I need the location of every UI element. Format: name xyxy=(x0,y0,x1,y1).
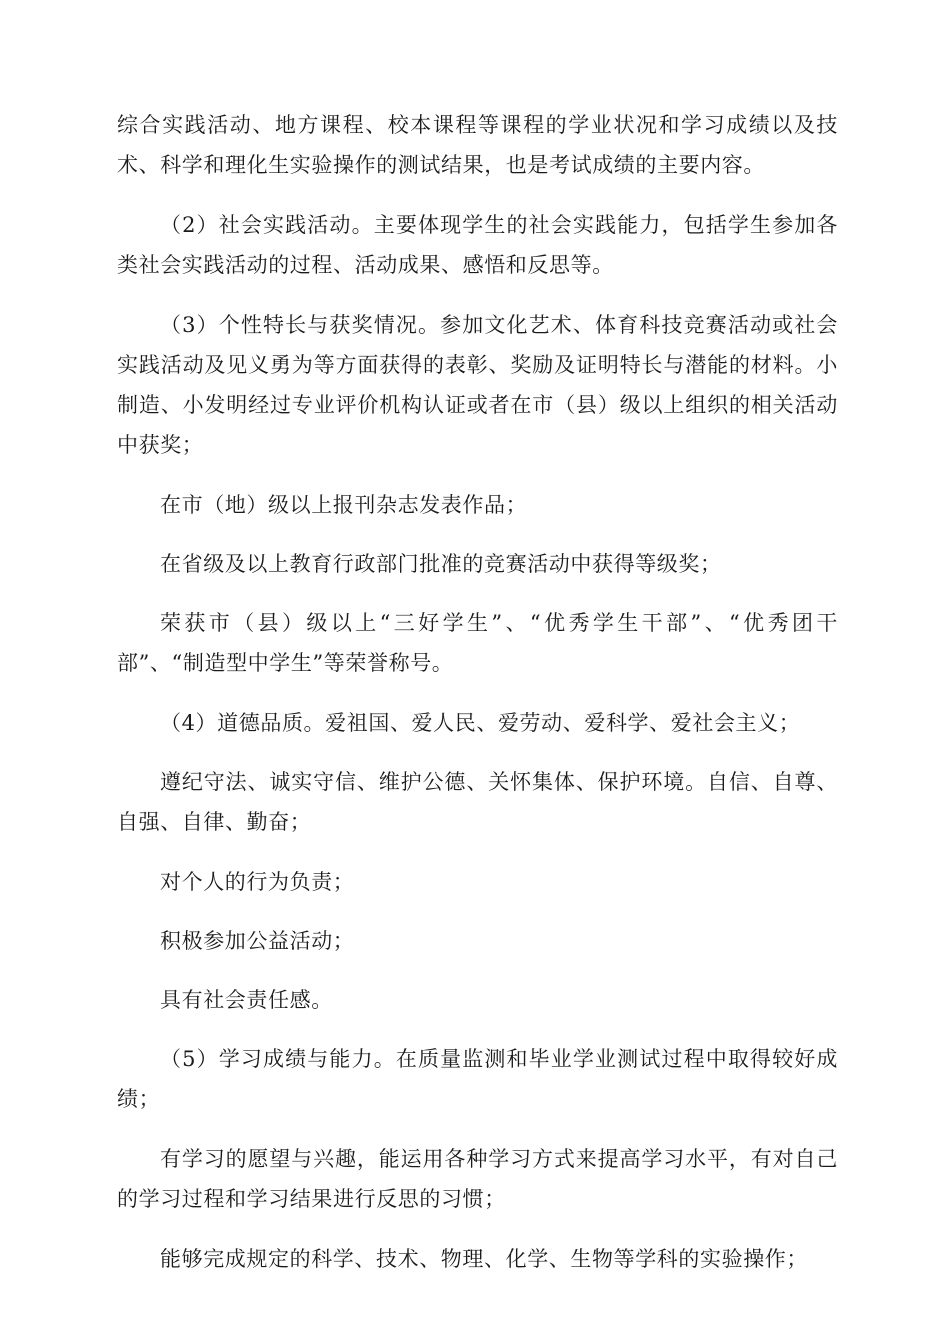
paragraph-responsibility: 对个人的行为负责； xyxy=(160,870,355,894)
paragraph-academic-performance: （5）学习成绩与能力。在质量监测和毕业学业测试过程中取得较好成绩； xyxy=(117,1047,838,1111)
paragraph-discipline: 遵纪守法、诚实守信、维护公德、关怀集体、保护环境。自信、自尊、自强、自律、勤奋； xyxy=(117,770,838,834)
paragraph-experiments: 能够完成规定的科学、技术、物理、化学、生物等学科的实验操作； xyxy=(160,1247,808,1271)
paragraph-learning-interest: 有学习的愿望与兴趣，能运用各种学习方式来提高学习水平，有对自己的学习过程和学习结果进行反思的习惯； xyxy=(117,1147,838,1211)
paragraph-talents-awards: （3）个性特长与获奖情况。参加文化艺术、体育科技竞赛活动或社会实践活动及见义勇为等方面获得的表彰、奖励及证明特长与潜能的材料。小制造、小发明经过专业评价机构认证或者在市（县）级以上组织的相关活动中获奖； xyxy=(117,313,838,457)
paragraph-social-practice: （2）社会实践活动。主要体现学生的社会实践能力，包括学生参加各类社会实践活动的过程、活动成果、感悟和反思等。 xyxy=(117,213,838,277)
paragraph-honors: 荣获市（县）级以上“三好学生”、“优秀学生干部”、“优秀团干部”、“制造型中学生”等荣誉称号。 xyxy=(117,611,838,675)
paragraph-public-welfare: 积极参加公益活动； xyxy=(160,929,355,953)
paragraph-social-responsibility: 具有社会责任感。 xyxy=(160,988,333,1012)
paragraph-publication: 在市（地）级以上报刊杂志发表作品； xyxy=(160,493,528,517)
paragraph-competition: 在省级及以上教育行政部门批准的竞赛活动中获得等级奖； xyxy=(160,552,722,576)
paragraph-moral-quality: （4）道德品质。爱祖国、爱人民、爱劳动、爱科学、爱社会主义； xyxy=(160,711,801,735)
paragraph-curriculum-continuation: 综合实践活动、地方课程、校本课程等课程的学业状况和学习成绩以及技术、科学和理化生实验操作的测试结果，也是考试成绩的主要内容。 xyxy=(117,113,838,177)
